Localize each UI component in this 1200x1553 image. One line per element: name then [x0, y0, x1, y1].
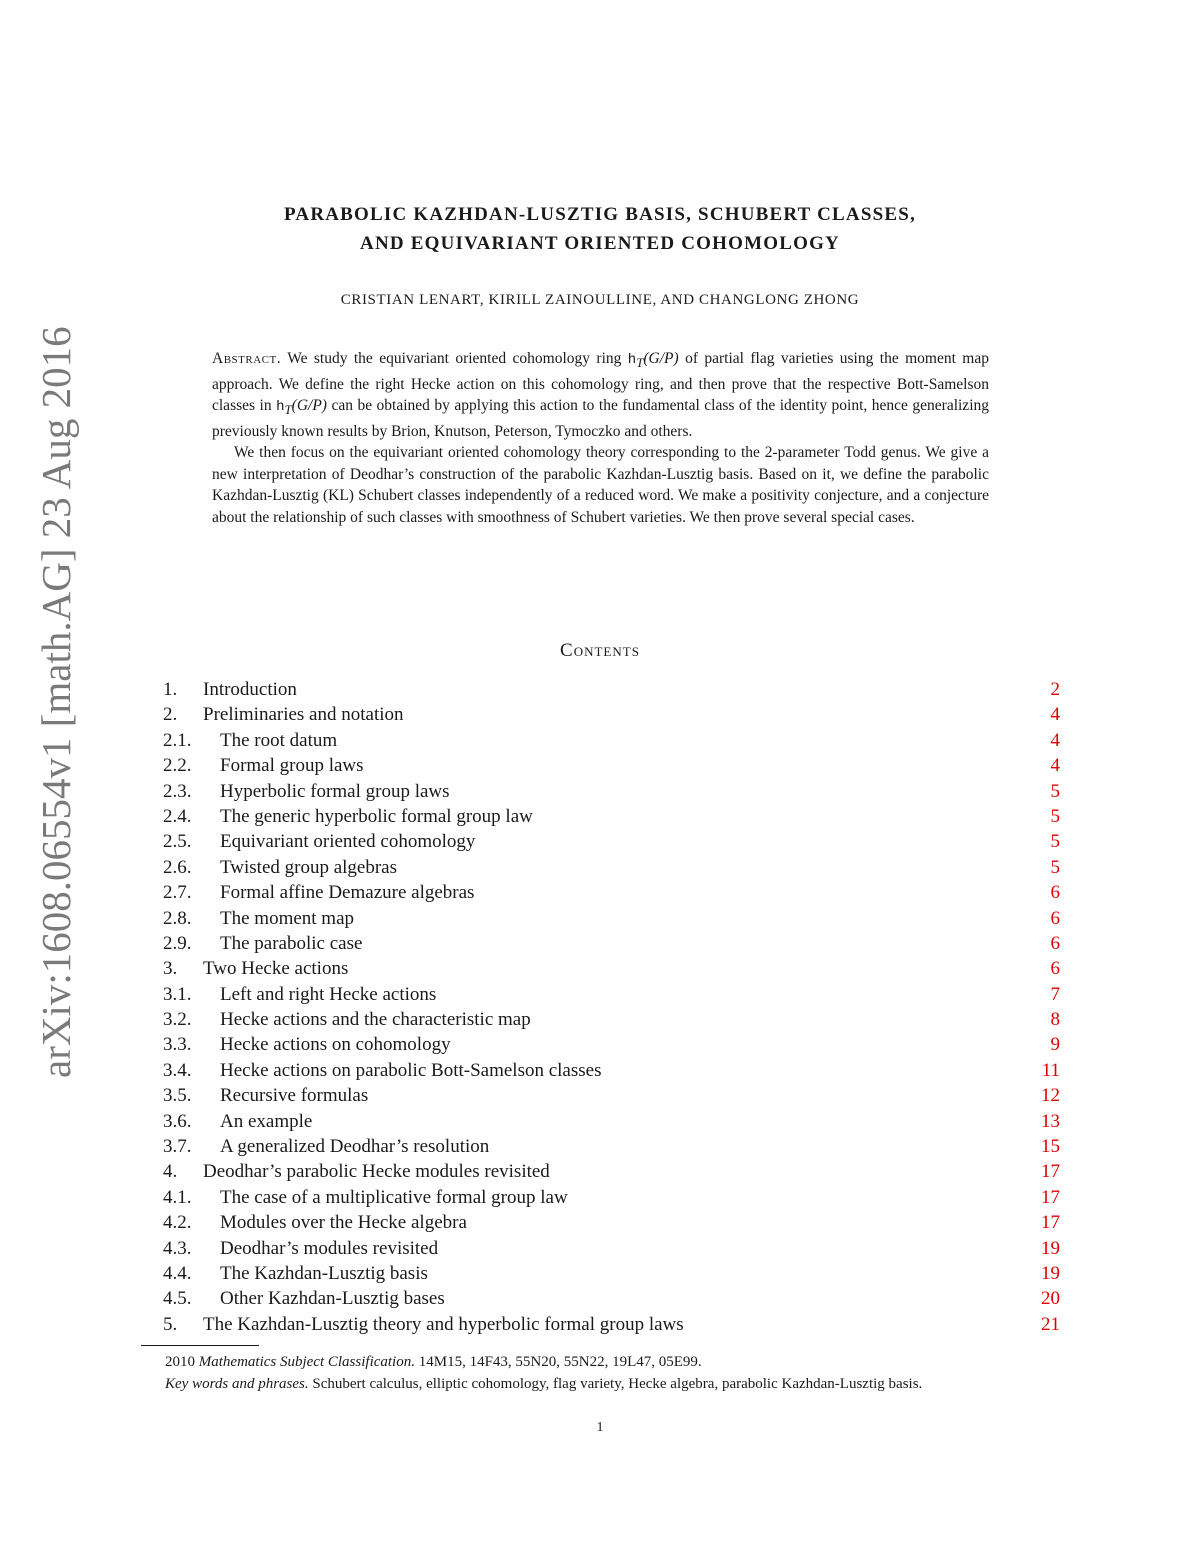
toc-entry-page-link[interactable]: 5 [1050, 831, 1060, 853]
toc-entry[interactable] [163, 1159, 1060, 1184]
footnotes [141, 1352, 1059, 1395]
toc-entry-page-link[interactable]: 15 [1041, 1136, 1060, 1158]
toc-entry[interactable] [163, 804, 1060, 829]
toc-entry-number: 2.5. [163, 831, 192, 853]
toc-entry-page-link[interactable]: 6 [1050, 882, 1060, 904]
toc-entry-page-link[interactable]: 6 [1050, 932, 1060, 954]
toc-entry-number: 4.2. [163, 1212, 192, 1234]
abstract-label: Abstract. [212, 350, 282, 367]
toc-entry-page-link[interactable]: 8 [1050, 1009, 1060, 1031]
toc-entry[interactable] [163, 728, 1060, 753]
toc-entry-page-link[interactable]: 21 [1041, 1313, 1060, 1335]
toc-entry-label: Two Hecke actions [203, 958, 349, 980]
arxiv-identifier: arXiv:1608.06554v1 [math.AG] 23 Aug 2016 [33, 326, 79, 1078]
toc-entry-label: The moment map [220, 907, 355, 929]
toc-entry-page-link[interactable]: 11 [1041, 1059, 1060, 1081]
paper-title [160, 200, 1040, 258]
abstract [212, 348, 989, 528]
toc-entry-number: 2.1. [163, 729, 192, 751]
toc-entry[interactable] [163, 1236, 1060, 1261]
toc-entry-page-link[interactable]: 7 [1050, 983, 1060, 1005]
toc-entry[interactable] [163, 1058, 1060, 1083]
toc-entry-label: Equivariant oriented cohomology [220, 831, 476, 853]
toc-entry-label: Left and right Hecke actions [220, 983, 437, 1005]
toc-entry-number: 5. [163, 1313, 178, 1335]
toc-entry[interactable] [163, 855, 1060, 880]
toc-entry-number: 2.8. [163, 907, 192, 929]
toc-entry-number: 3. [163, 958, 178, 980]
toc-entry[interactable] [163, 702, 1060, 727]
toc-entry[interactable] [163, 1261, 1060, 1286]
toc-entry-label: Introduction [203, 679, 297, 700]
toc-entry-number: 4.3. [163, 1237, 192, 1259]
toc-entry-label: A generalized Deodhar’s resolution [220, 1136, 490, 1158]
math-h: h [627, 352, 637, 368]
toc-entry-page-link[interactable]: 17 [1041, 1161, 1060, 1183]
toc-entry-label: The Kazhdan-Lusztig basis [220, 1262, 428, 1284]
toc-entry-number: 2.4. [163, 805, 192, 827]
toc-entry-number: 3.5. [163, 1085, 192, 1107]
msc-footnote: 2010 Mathematics Subject Classification. 14M15, 14F43, 55N20, 55N22, 19L47, 05E99. [165, 1354, 702, 1370]
keywords-footnote: Key words and phrases. Schubert calculus, elliptic cohomology, flag variety, Hecke algebra, parabolic Kazhdan-Lusztig basis. [165, 1375, 923, 1392]
toc-entry-number: 4. [163, 1161, 178, 1183]
toc-entry-label: The Kazhdan-Lusztig theory and hyperbolic formal group laws [203, 1313, 684, 1335]
toc-entry-label: Modules over the Hecke algebra [220, 1212, 467, 1234]
toc-entry-page-link[interactable]: 2 [1050, 679, 1060, 700]
toc-entry[interactable] [163, 982, 1060, 1007]
toc-entry-page-link[interactable]: 12 [1041, 1085, 1060, 1107]
toc-entry-page-link[interactable]: 20 [1041, 1288, 1060, 1310]
toc-entry[interactable] [163, 1210, 1060, 1235]
toc-entry[interactable] [163, 829, 1060, 854]
toc-entry[interactable] [163, 880, 1060, 905]
toc-entry-page-link[interactable]: 5 [1050, 856, 1060, 878]
toc-entry-page-link[interactable]: 9 [1050, 1034, 1060, 1056]
toc-entry-page-link[interactable]: 6 [1050, 907, 1060, 929]
toc-entry[interactable] [163, 1286, 1060, 1311]
toc-entry-number: 3.3. [163, 1034, 192, 1056]
toc-entry[interactable] [163, 1134, 1060, 1159]
toc-entry-number: 3.4. [163, 1059, 192, 1081]
toc-entry[interactable] [163, 1032, 1060, 1057]
toc-entry[interactable] [163, 1007, 1060, 1032]
toc-entry-page-link[interactable]: 17 [1041, 1212, 1060, 1234]
abstract-paragraph-2: We then focus on the equivariant oriented cohomology theory corresponding to the 2-parameter Todd genus. We give a new interpretation of Deodhar’s construction of the parabolic Kazhdan-Lusztig basis. Based on it, we define the parabolic Kazhdan-Lusztig (KL) Schubert classes independently of a reduced word. We make a positivity conjecture, and a conjecture about the relationship of such classes with smoothness of Schubert varieties. We then prove several special cases. [212, 444, 989, 526]
toc-entry-number: 2.7. [163, 882, 192, 904]
title-line-1: PARABOLIC KAZHDAN-LUSZTIG BASIS, SCHUBERT CLASSES, [284, 204, 916, 225]
abstract-paragraph-1: Abstract. We study the equivariant oriented cohomology ring $h_T(G/P)$ of partial flag varieties using the moment map approach. We define the right Hecke action on this cohomology ring, and then prove that the respective Bott-Samelson classes in $h_T(G/P)$ can be obtained by applying this action to the fundamental class of the identity point, hence generalizing previously known results by Brion, Knutson, Peterson, Tymoczko and others. [212, 350, 989, 440]
toc-entry-page-link[interactable]: 19 [1041, 1262, 1060, 1284]
toc-entry[interactable] [163, 906, 1060, 931]
toc-entry[interactable] [163, 1083, 1060, 1108]
toc-entry-number: 2. [163, 704, 178, 726]
toc-entry-label: Hecke actions and the characteristic map [220, 1009, 531, 1031]
table-of-contents [163, 677, 1060, 1337]
toc-entry-label: An example [220, 1110, 313, 1132]
toc-entry-page-link[interactable]: 4 [1050, 755, 1060, 777]
toc-entry-number: 3.6. [163, 1110, 192, 1132]
toc-entry-label: Hecke actions on cohomology [220, 1034, 451, 1056]
title-line-2: AND EQUIVARIANT ORIENTED COHOMOLOGY [360, 233, 840, 254]
page-number: 1 [596, 1420, 604, 1435]
toc-entry-label: Deodhar’s parabolic Hecke modules revisited [203, 1161, 550, 1183]
toc-entry[interactable] [163, 1312, 1060, 1337]
toc-entry-label: Formal group laws [220, 755, 364, 777]
toc-entry[interactable] [163, 779, 1060, 804]
toc-entry-number: 4.4. [163, 1262, 192, 1284]
footnote-divider [141, 1345, 259, 1346]
toc-entry[interactable] [163, 956, 1060, 981]
toc-entry[interactable] [163, 931, 1060, 956]
toc-entry-number: 3.7. [163, 1136, 192, 1158]
toc-entry-number: 2.6. [163, 856, 192, 878]
toc-entry-label: Recursive formulas [220, 1085, 369, 1107]
toc-entry-label: The parabolic case [220, 932, 363, 954]
toc-entry-label: Twisted group algebras [220, 856, 398, 878]
toc-entry[interactable] [163, 1109, 1060, 1134]
toc-entry-number: 2.3. [163, 780, 192, 802]
toc-entry-number: 1. [163, 679, 178, 700]
toc-entry-page-link[interactable]: 4 [1050, 704, 1060, 726]
toc-entry-number: 4.1. [163, 1186, 192, 1208]
toc-entry-label: Other Kazhdan-Lusztig bases [220, 1288, 445, 1310]
toc-entry-label: Hyperbolic formal group laws [220, 780, 450, 802]
toc-entry-label: Preliminaries and notation [203, 704, 404, 726]
toc-entry-label: The root datum [220, 729, 338, 751]
toc-entry-number: 2.9. [163, 932, 192, 954]
toc-entry-label: The generic hyperbolic formal group law [220, 805, 533, 827]
toc-entry-number: 4.5. [163, 1288, 192, 1310]
toc-entry-page-link[interactable]: 17 [1041, 1186, 1060, 1208]
authors: CRISTIAN LENART, KIRILL ZAINOULLINE, AND CHANGLONG ZHONG [340, 292, 860, 308]
toc-entry-page-link[interactable]: 6 [1050, 958, 1060, 980]
toc-entry[interactable] [163, 1185, 1060, 1210]
toc-entry-label: Deodhar’s modules revisited [220, 1237, 439, 1259]
toc-entry-label: Formal affine Demazure algebras [220, 882, 475, 904]
toc-entry-number: 3.1. [163, 983, 192, 1005]
toc-entry[interactable] [163, 677, 1060, 702]
toc-entry-page-link[interactable]: 5 [1050, 780, 1060, 802]
toc-entry-label: Hecke actions on parabolic Bott-Samelson classes [220, 1059, 602, 1081]
toc-entry-page-link[interactable]: 4 [1050, 729, 1060, 751]
toc-entry-label: The case of a multiplicative formal group law [220, 1186, 568, 1208]
toc-entry-page-link[interactable]: 13 [1041, 1110, 1060, 1132]
toc-entry-number: 3.2. [163, 1009, 192, 1031]
toc-entry-page-link[interactable]: 5 [1050, 805, 1060, 827]
toc-entry-number: 2.2. [163, 755, 192, 777]
toc-entry-page-link[interactable]: 19 [1041, 1237, 1060, 1259]
contents-heading: Contents [560, 640, 640, 661]
toc-entry[interactable] [163, 753, 1060, 778]
